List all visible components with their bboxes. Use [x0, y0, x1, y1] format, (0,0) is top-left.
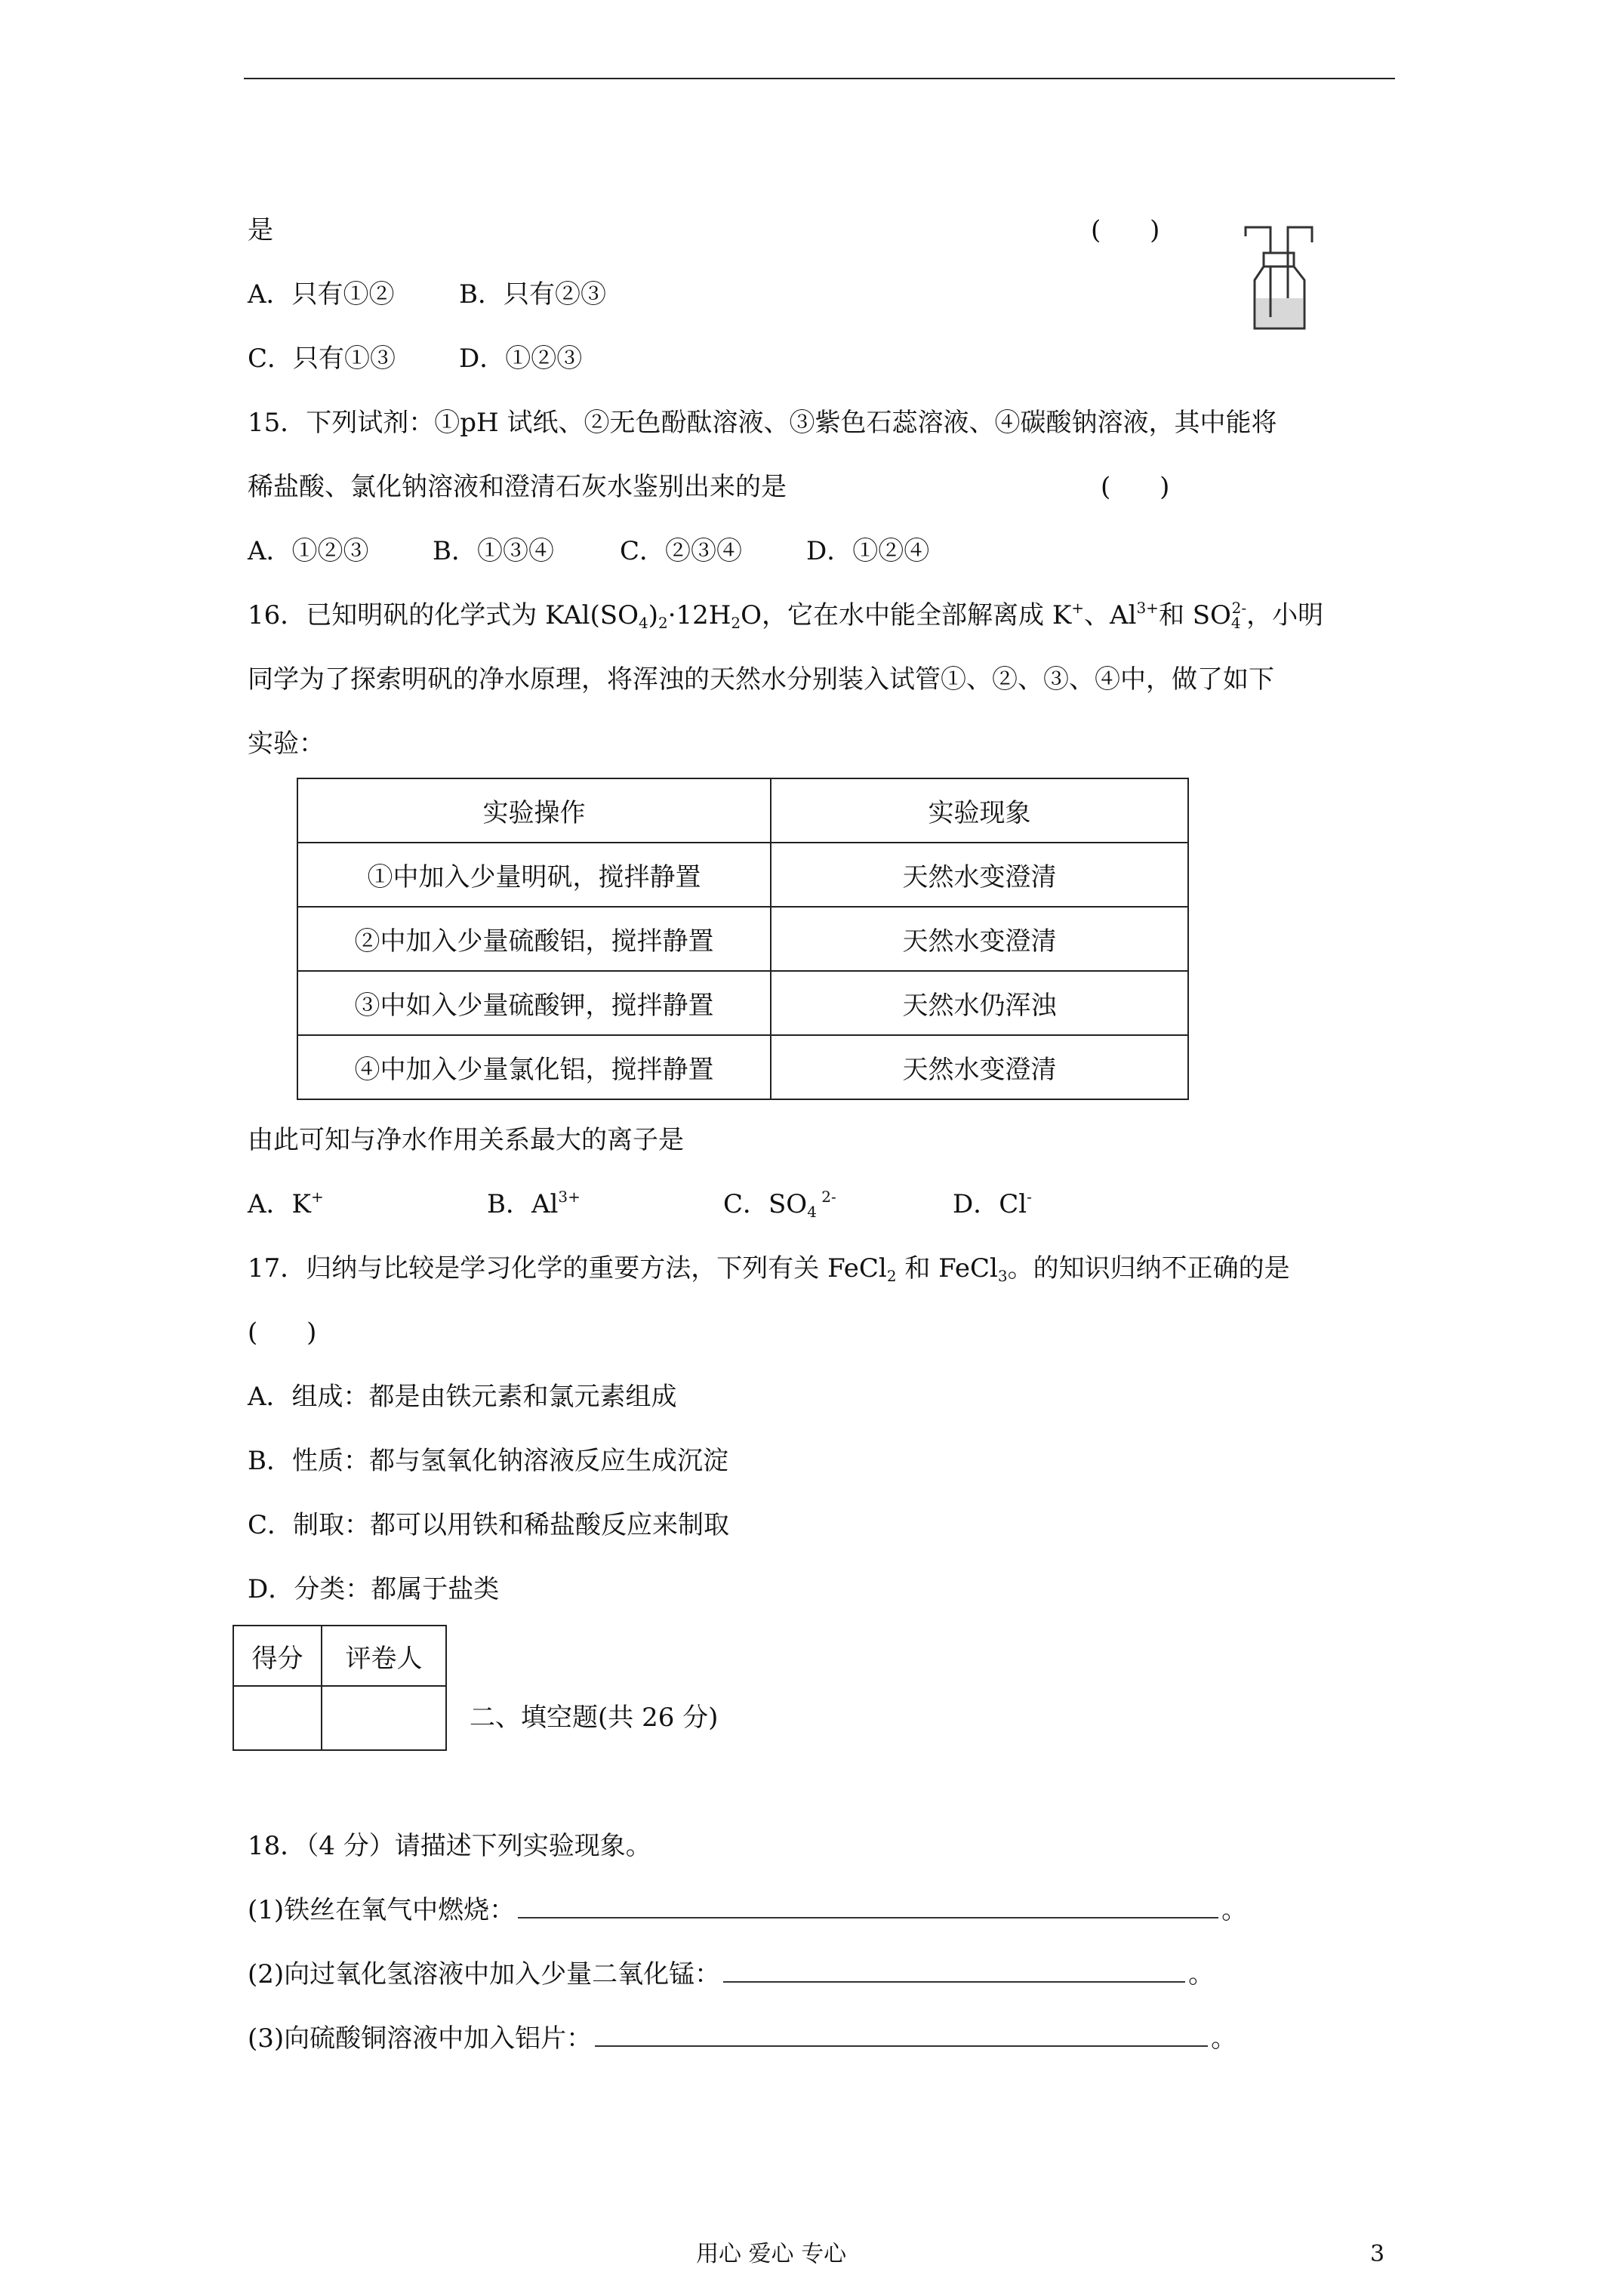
q15-stem-line1: 15．下列试剂：①pH 试纸、②无色酚酞溶液、③紫色石蕊溶液、④碳酸钠溶液，其中能将 [248, 408, 1277, 438]
q18-title: 18．（4 分）请描述下列实验现象。 [248, 1831, 651, 1861]
score-box-header-row [233, 1626, 446, 1686]
q18-item1: (1)铁丝在氧气中燃烧： 。 [248, 1895, 1248, 1925]
footer-slogan: 用心 爱心 专心 [696, 2241, 847, 2267]
q14-option-b: B．只有②③ [459, 279, 606, 310]
q18-item3-answer-blank[interactable] [595, 2044, 1208, 2047]
table-cell: 天然水变澄清 [771, 843, 1188, 907]
score-cell[interactable] [233, 1686, 322, 1750]
q14-option-d: D．①②③ [459, 344, 583, 374]
q17-option-c: C．制取：都可以用铁和稀盐酸反应来制取 [248, 1510, 730, 1540]
q17-answer-paren: ( ) [248, 1318, 317, 1348]
q17-option-b: B．性质：都与氢氧化钠溶液反应生成沉淀 [248, 1446, 728, 1476]
q15-option-a: A．①②③ [248, 536, 369, 566]
q15-answer-paren: ( ) [1101, 472, 1170, 502]
q16-stem-line3: 实验： [248, 729, 325, 759]
header-rule [244, 78, 1395, 79]
table-row [297, 1035, 1188, 1099]
q17-option-d: D．分类：都属于盐类 [248, 1574, 500, 1604]
table-cell: ①中加入少量明矾，搅拌静置 [297, 843, 771, 907]
q14-option-c: C．只有①③ [248, 344, 396, 374]
table-cell: 天然水仍浑浊 [771, 971, 1188, 1035]
table-header-cell: 实验操作 [297, 778, 771, 843]
table-row [297, 843, 1188, 907]
q18-item2-answer-blank[interactable] [723, 1980, 1185, 1983]
q14-option-a: A．只有①② [248, 279, 395, 310]
gas-washing-bottle-icon [1236, 223, 1320, 332]
experiment-table [297, 778, 1189, 1100]
table-cell: 天然水变澄清 [771, 907, 1188, 971]
q18-item1-answer-blank[interactable] [518, 1915, 1218, 1918]
grader-label: 评卷人 [322, 1626, 446, 1686]
q16-option-b: B．$Al^{3+}$ [487, 1188, 581, 1219]
q18-item2: (2)向过氧化氢溶液中加入少量二氧化锰： 。 [248, 1959, 1215, 1989]
q16-stem-line2: 同学为了探索明矾的净水原理，将浑浊的天然水分别装入试管①、②、③、④中，做了如下 [248, 664, 1274, 695]
table-cell: ②中加入少量硫酸铝，搅拌静置 [297, 907, 771, 971]
page-number: 3 [1370, 2241, 1385, 2267]
q17-stem-line1: 17．归纳与比较是学习化学的重要方法，下列有关 FeCl$_2$ 和 FeCl$_3$。的知识归纳不正确的是 [248, 1253, 1290, 1285]
table-cell: ④中加入少量氯化铝，搅拌静置 [297, 1035, 771, 1099]
q14-tail: 是 [248, 215, 273, 245]
table-row [297, 907, 1188, 971]
score-label: 得分 [233, 1626, 322, 1686]
q17-option-a: A．组成：都是由铁元素和氯元素组成 [248, 1382, 677, 1412]
score-box-input-row [233, 1686, 446, 1750]
q15-option-c: C．②③④ [620, 536, 743, 566]
q16-stem-line1: 16．已知明矾的化学式为 $KAl(SO_4)_2\cdot 12H_2O$，它在水中能全部解离成 K+、$Al^{3+}$和 $SO_4^{2-}$，小明 [248, 599, 1324, 632]
table-cell: 天然水变澄清 [771, 1035, 1188, 1099]
q15-stem-line2: 稀盐酸、氯化钠溶液和澄清石灰水鉴别出来的是 [248, 472, 787, 502]
section-title: 二、填空题(共 26 分) [470, 1703, 719, 1733]
q18-item3: (3)向硫酸铜溶液中加入铝片： 。 [248, 2023, 1237, 2054]
score-box [233, 1625, 447, 1751]
q15-option-b: B．①③④ [433, 536, 554, 566]
q14-answer-paren: ( ) [1091, 215, 1160, 245]
q16-option-c: C．$SO_4$ $^{2-}$ [723, 1188, 836, 1221]
q16-conclusion: 由此可知与净水作用关系最大的离子是 [248, 1125, 684, 1155]
table-header-cell: 实验现象 [771, 778, 1188, 843]
grader-cell[interactable] [322, 1686, 446, 1750]
table-header-row [297, 778, 1188, 843]
table-cell: ③中如入少量硫酸钾，搅拌静置 [297, 971, 771, 1035]
q15-option-d: D．①②④ [806, 536, 930, 566]
q16-option-a: A．K+ [248, 1188, 324, 1219]
table-row [297, 971, 1188, 1035]
q16-option-d: D．Cl- [953, 1188, 1032, 1219]
